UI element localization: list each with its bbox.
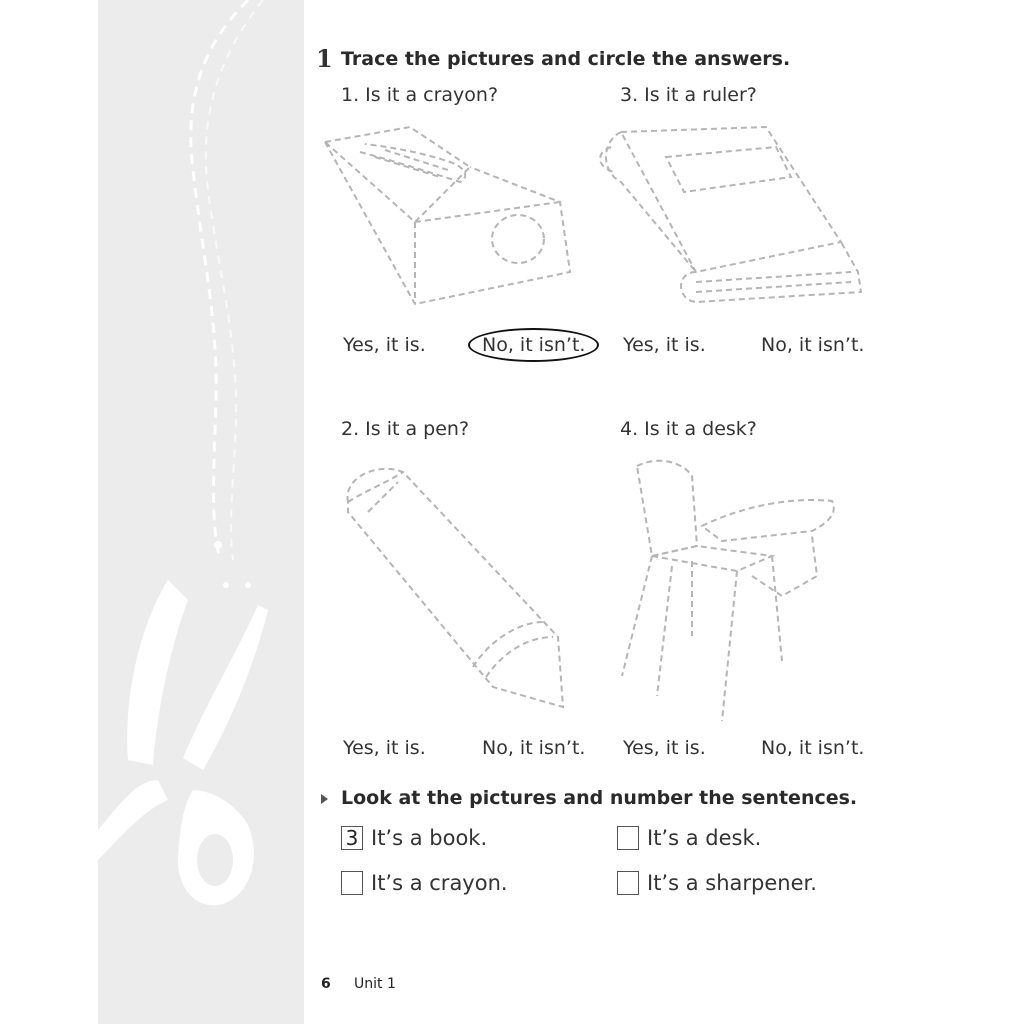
sentence-text: It’s a crayon.	[371, 871, 508, 895]
answer-no-2[interactable]: No, it isn’t.	[482, 737, 586, 759]
sentence-row-crayon	[341, 871, 508, 895]
sentence-row-book	[341, 826, 487, 850]
book-tracing-picture	[596, 122, 866, 312]
answer-yes-2[interactable]: Yes, it is.	[343, 737, 426, 759]
decorative-side-band	[98, 0, 304, 1024]
desk-chair-tracing-picture	[612, 456, 842, 726]
question-2: 2. Is it a pen?	[341, 418, 470, 440]
sentence-row-desk	[617, 826, 761, 850]
scissors-cut-line-graphic	[98, 0, 304, 1024]
sentence-text: It’s a sharpener.	[647, 871, 817, 895]
answer-yes-1[interactable]: Yes, it is.	[343, 334, 426, 356]
sentence-text: It’s a desk.	[647, 826, 762, 850]
question-3: 3. Is it a ruler?	[620, 84, 757, 106]
exercise2-instruction: Look at the pictures and number the sentences.	[341, 787, 858, 809]
answer-no-4[interactable]: No, it isn’t.	[761, 737, 865, 759]
answer-yes-3[interactable]: Yes, it is.	[623, 334, 706, 356]
answer-no-1-circled[interactable]: No, it isn’t.	[468, 328, 599, 362]
sharpener-tracing-picture	[320, 122, 580, 312]
question-4: 4. Is it a desk?	[620, 418, 757, 440]
sentence-text: It’s a book.	[371, 826, 488, 850]
crayon-tracing-picture	[338, 462, 578, 712]
exercise1-instruction: Trace the pictures and circle the answers.	[341, 48, 791, 70]
arrow-marker-icon	[321, 794, 328, 804]
unit-label: Unit 1	[354, 976, 396, 992]
scissors-icon	[98, 580, 268, 905]
sentence-row-sharpener	[617, 871, 817, 895]
number-box-filled[interactable]: 3	[341, 826, 363, 850]
exercise-number: 1	[316, 44, 333, 73]
question-1: 1. Is it a crayon?	[341, 84, 499, 106]
number-box[interactable]	[617, 826, 639, 850]
answer-no-3[interactable]: No, it isn’t.	[761, 334, 865, 356]
page-number: 6	[321, 976, 331, 992]
number-box[interactable]	[341, 871, 363, 895]
number-box[interactable]	[617, 871, 639, 895]
answer-yes-4[interactable]: Yes, it is.	[623, 737, 706, 759]
